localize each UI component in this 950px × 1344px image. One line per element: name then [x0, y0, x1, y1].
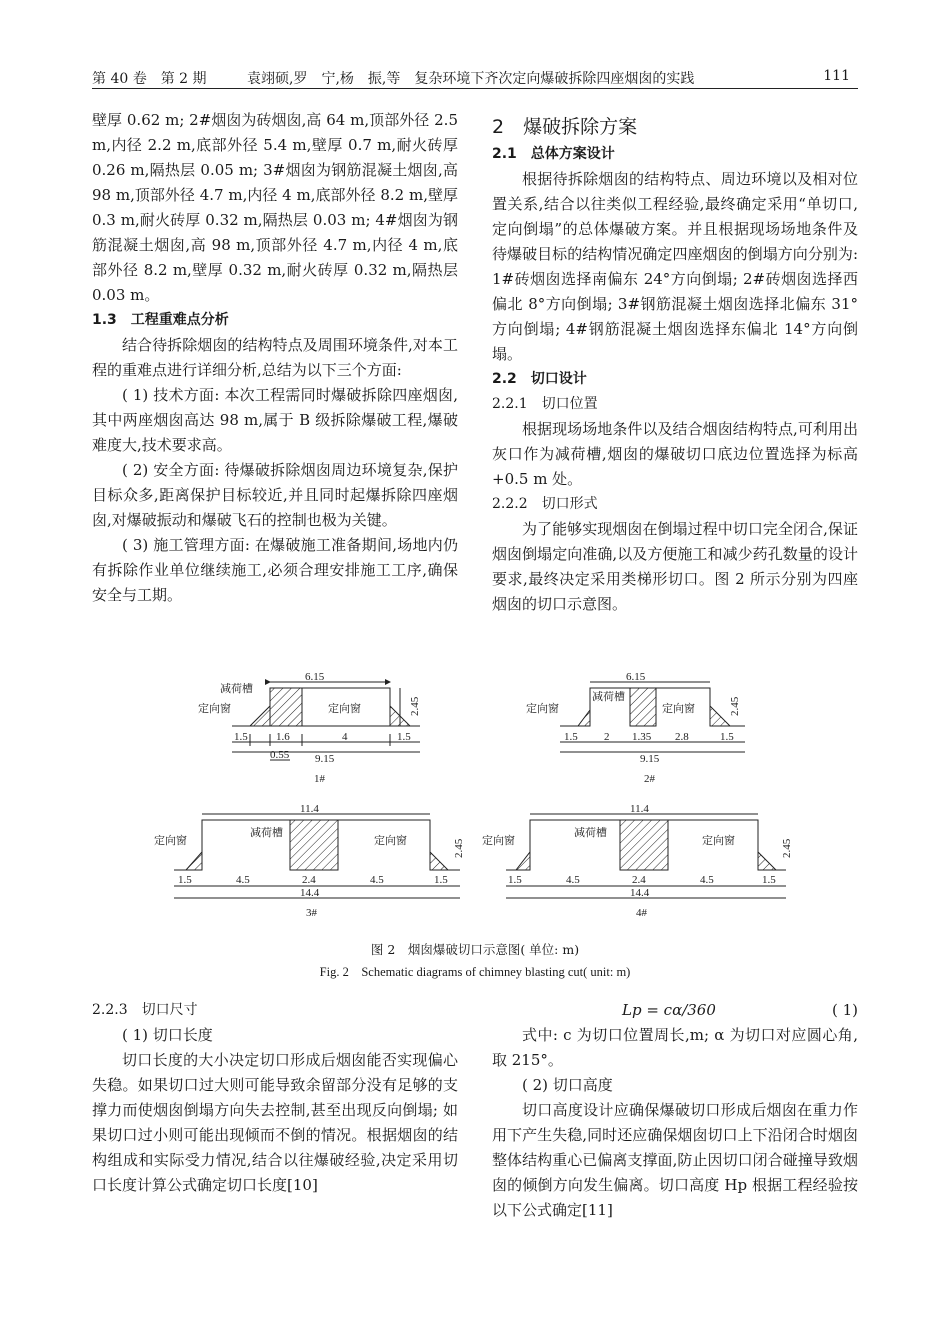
diagram-label: 2# [644, 773, 655, 785]
window-left [174, 852, 202, 870]
dim-seg: 4.5 [236, 874, 250, 886]
page-number: 111 [823, 68, 850, 84]
section-heading: 1.3 工程重难点分析 [92, 312, 229, 328]
dim-seg: 2.4 [302, 874, 316, 886]
bottom-right-column [492, 998, 858, 1223]
subsection-heading: 2.2 切口设计 [492, 371, 587, 387]
relief-slot [620, 820, 668, 870]
label-window: 定向窗 [482, 835, 515, 847]
paragraph: 切口高度设计应确保爆破切口形成后烟囱在重力作用下产生失稳,同时还应确保烟囱切口上下沿闭合时烟囱整体结构重心已偏离支撑面,防止因切口闭合碰撞导致烟囱的倾倒方向发生偏离。切口高度 Hp 根据工程经验按以下公式确定[11] [492, 1101, 858, 1219]
paragraph: 式中: c 为切口位置周长,m; α 为切口对应圆心角,取 215°。 [492, 1026, 858, 1069]
dim-seg: 4 [342, 731, 348, 743]
paragraph: 根据待拆除烟囱的结构特点、周边环境以及相对位置关系,结合以往类似工程经验,最终确定采用“单切口,定向倒塌”的总体爆破方案。并且根据现场场地条件及待爆破目标的结构情况确定四座烟囱的倒塌方向分别为: 1#砖烟囱选择南偏东 24°方向倒塌; 2#砖烟囱选择西偏北 8°方向倒塌; 3#钢筋混凝土烟囱选择北偏东 31°方向倒塌; 4#钢筋混凝土烟囱选择东偏北 14°方向倒塌。 [492, 170, 858, 363]
label-relief: 减荷槽 [250, 827, 283, 839]
subsubsection-heading: 2.2.1 切口位置 [492, 396, 598, 412]
paragraph: 结合待拆除烟囱的结构特点及周围环境条件,对本工程的重难点进行详细分析,总结为以下三个方面: [92, 336, 458, 379]
label-window: 定向窗 [662, 703, 695, 715]
dim-seg: 2.8 [675, 731, 689, 743]
label-window: 定向窗 [198, 703, 231, 715]
paragraph: 根据现场场地条件以及结合烟囱结构特点,可利用出灰口作为减荷槽,烟囱的爆破切口底边位置选择为标高 +0.5 m 处。 [492, 420, 858, 488]
paragraph: ( 3) 施工管理方面: 在爆破施工准备期间,场地内仍有拆除作业单位继续施工,必须合理安排施工工序,确保安全与工期。 [92, 536, 458, 604]
subsubsection-heading: 2.2.3 切口尺寸 [92, 1002, 198, 1018]
dim-height: 2.45 [453, 838, 465, 858]
journal-volume: 第 40 卷 第 2 期 [92, 71, 207, 87]
item-heading: ( 2) 切口高度 [522, 1076, 613, 1094]
diagram-4 [506, 814, 786, 898]
diagram-2 [560, 682, 745, 752]
bottom-left-column [92, 998, 458, 1198]
label-relief: 减荷槽 [592, 691, 625, 703]
dim-seg: 1.5 [564, 731, 578, 743]
dim-total: 14.4 [630, 887, 650, 899]
right-column [492, 112, 858, 617]
subsection-heading: 2.1 总体方案设计 [492, 146, 615, 162]
dim-seg: 2 [604, 731, 610, 743]
running-title: 袁翊硕,罗 宁,杨 振,等 复杂环境下齐次定向爆破拆除四座烟囱的实践 [247, 71, 695, 87]
dim-seg: 1.5 [434, 874, 448, 886]
dim-seg: 1.5 [720, 731, 734, 743]
paragraph: 切口长度的大小决定切口形成后烟囱能否实现偏心失稳。如果切口过大则可能导致余留部分没有足够的支撑力而使烟囱倒塌方向失去控制,甚至出现反向倒塌; 如果切口过小则可能出现倾而不倒的情况。根据烟囱的结构组成和实际受力情况,结合以往爆破经验,决定采用切口长度计算公式确定切口长度[10] [92, 1051, 458, 1194]
label-window: 定向窗 [154, 835, 187, 847]
relief-slot [290, 820, 338, 870]
label-relief: 减荷槽 [574, 827, 607, 839]
dim-extra: 0.55 [270, 749, 290, 761]
diagram-label: 4# [636, 907, 647, 919]
dim-top: 11.4 [630, 803, 649, 815]
subsubsection-heading: 2.2.2 切口形式 [492, 496, 598, 512]
dim-top: 11.4 [300, 803, 319, 815]
dim-seg: 4.5 [370, 874, 384, 886]
equation: Lp = cα/360 [622, 1001, 716, 1019]
paragraph: ( 1) 技术方面: 本次工程需同时爆破拆除四座烟囱,其中两座烟囱高达 98 m,属于 B 级拆除爆破工程,爆破难度大,技术要求高。 [92, 386, 458, 454]
dim-seg: 4.5 [566, 874, 580, 886]
relief-slot [630, 688, 656, 726]
dim-seg: 1.5 [762, 874, 776, 886]
diagram-1 [232, 682, 420, 760]
dim-height: 2.45 [729, 696, 741, 716]
left-column [92, 108, 458, 608]
dim-seg: 4.5 [700, 874, 714, 886]
figure-2 [150, 668, 850, 938]
equation-1 [492, 998, 858, 1023]
paragraph: 为了能够实现烟囱在倒塌过程中切口完全闭合,保证烟囱倒塌定向准确,以及方便施工和减少药孔数量的设计要求,最终决定采用类梯形切口。图 2 所示分别为四座烟囱的切口示意图。 [492, 520, 858, 613]
dim-total: 9.15 [315, 753, 335, 765]
figure-caption-cn: 图 2 烟囱爆破切口示意图( 单位: m) [370, 942, 580, 957]
dim-seg: 1.35 [632, 731, 652, 743]
window-right [710, 706, 730, 726]
dim-height: 2.45 [781, 838, 793, 858]
window-left [506, 852, 530, 870]
section-heading: 2 爆破拆除方案 [492, 116, 638, 138]
equation-number: ( 1) [831, 1001, 858, 1019]
dim-seg: 1.5 [234, 731, 248, 743]
diagram-label: 3# [306, 907, 317, 919]
diagram-3 [174, 814, 460, 898]
dim-top: 6.15 [305, 671, 325, 683]
window-left [560, 710, 590, 726]
paragraph: ( 2) 安全方面: 待爆破拆除烟囱周边环境复杂,保护目标众多,距离保护目标较近,并且同时起爆拆除四座烟囱,对爆破振动和爆破飞石的控制也极为关键。 [92, 461, 458, 529]
paragraph: 壁厚 0.62 m; 2#烟囱为砖烟囱,高 64 m,顶部外径 2.5 m,内径 2.2 m,底部外径 5.4 m,壁厚 0.7 m,耐火砖厚 0.26 m,隔热层 0.05 m; 3#烟囱为钢筋混凝土烟囱,高 98 m,顶部外径 4.7 m,内径 4 m,底部外径 8.2 m,壁厚 0.3 m,耐火砖厚 0.32 m,隔热层 0.03 m; 4#烟囱为钢筋混凝土烟囱,高 98 m,顶部外径 4.7 m,内径 4 m,底部外径 8.2 m,壁厚 0.32 m,耐火砖厚 0.32 m,隔热层 0.03 m。 [92, 111, 458, 304]
dim-seg: 1.5 [397, 731, 411, 743]
dim-height: 2.45 [409, 696, 421, 716]
window-left [232, 706, 270, 726]
label-window: 定向窗 [702, 835, 735, 847]
item-heading: ( 1) 切口长度 [122, 1026, 213, 1044]
dim-seg: 1.5 [508, 874, 522, 886]
dim-total: 9.15 [640, 753, 660, 765]
label-window: 定向窗 [374, 835, 407, 847]
relief-slot [270, 688, 302, 726]
diagram-label: 1# [314, 773, 325, 785]
window-right [430, 852, 448, 870]
dim-seg: 1.6 [276, 731, 290, 743]
label-relief: 减荷槽 [220, 683, 253, 695]
cut-diagrams [150, 668, 850, 938]
dim-total: 14.4 [300, 887, 320, 899]
figure-caption-en: Fig. 2 Schematic diagrams of chimney blasting cut( unit: m) [319, 965, 631, 979]
running-header [92, 62, 858, 89]
dim-top: 6.15 [626, 671, 646, 683]
label-window: 定向窗 [328, 703, 361, 715]
label-window: 定向窗 [526, 703, 559, 715]
dim-seg: 1.5 [178, 874, 192, 886]
window-right [758, 852, 776, 870]
dim-seg: 2.4 [632, 874, 646, 886]
